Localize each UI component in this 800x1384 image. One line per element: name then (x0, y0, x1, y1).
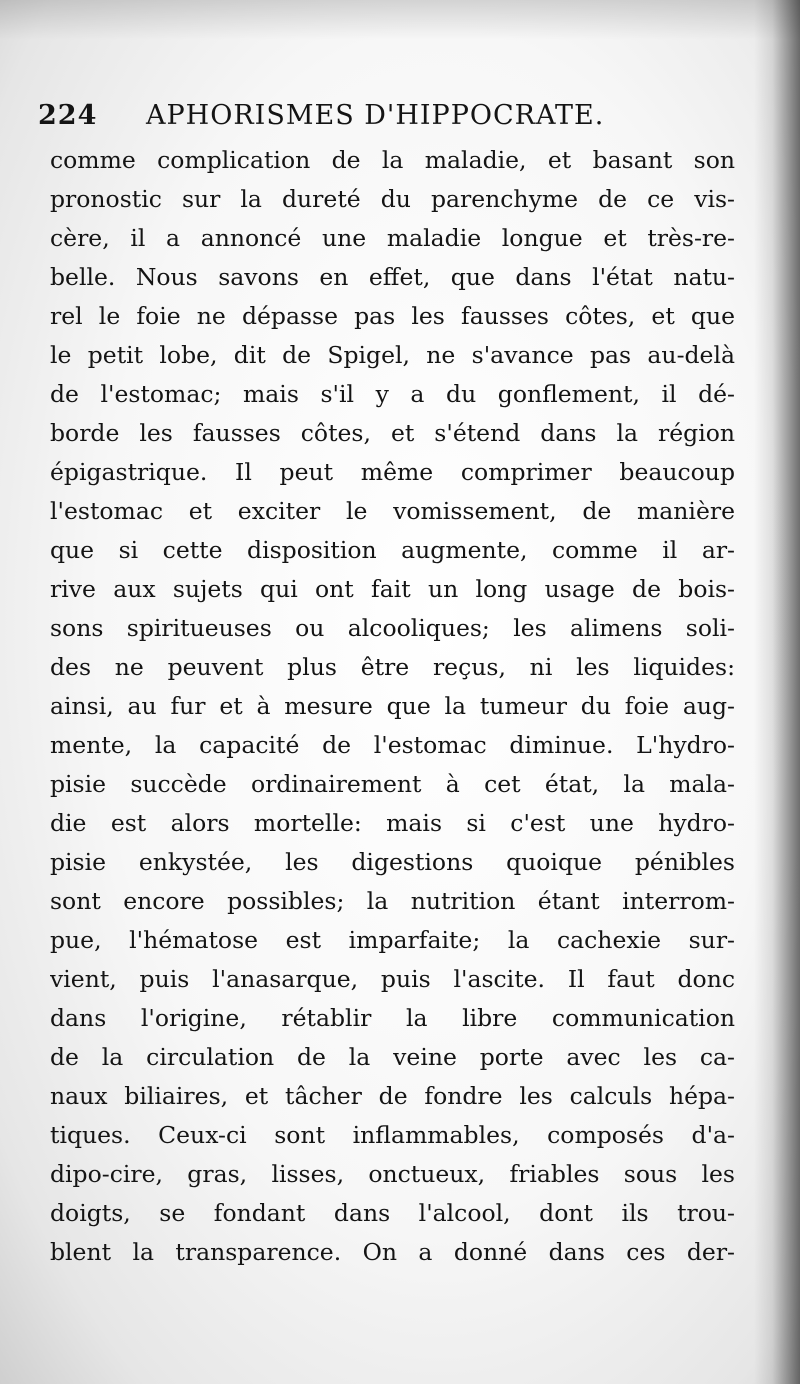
text-line: cère, il a annoncé une maladie longue et très-re- (50, 224, 735, 252)
text-line: des ne peuvent plus être reçus, ni les liquides: (50, 653, 735, 681)
text-line: blent la transparence. On a donné dans ces der- (50, 1238, 735, 1266)
page-top-shadow (0, 0, 800, 40)
text-line: épigastrique. Il peut même comprimer beaucoup (50, 458, 735, 486)
text-line: rive aux sujets qui ont fait un long usage de bois- (50, 575, 735, 603)
text-line: dans l'origine, rétablir la libre communication (50, 1004, 735, 1032)
text-line: de l'estomac; mais s'il y a du gonflement, il dé- (50, 380, 735, 408)
page-number: 224 (38, 100, 98, 131)
text-line: ainsi, au fur et à mesure que la tumeur du foie aug- (50, 692, 735, 720)
text-line: doigts, se fondant dans l'alcool, dont ils trou- (50, 1199, 735, 1227)
text-line: dipo-cire, gras, lisses, onctueux, friables sous les (50, 1160, 735, 1188)
text-line: sons spiritueuses ou alcooliques; les alimens soli- (50, 614, 735, 642)
text-line: belle. Nous savons en effet, que dans l'état natu- (50, 263, 735, 291)
text-line: borde les fausses côtes, et s'étend dans la région (50, 419, 735, 447)
text-line: sont encore possibles; la nutrition étant interrom- (50, 887, 735, 915)
text-line: le petit lobe, dit de Spigel, ne s'avance pas au-delà (50, 341, 735, 369)
text-line: mente, la capacité de l'estomac diminue. L'hydro- (50, 731, 735, 759)
text-line: tiques. Ceux-ci sont inflammables, composés d'a- (50, 1121, 735, 1149)
text-line: que si cette disposition augmente, comme il ar- (50, 536, 735, 564)
page-gutter-shadow (754, 0, 800, 1384)
text-line: pronostic sur la dureté du parenchyme de ce vis- (50, 185, 735, 213)
body-text (50, 141, 735, 1272)
text-line: pue, l'hématose est imparfaite; la cachexie sur- (50, 926, 735, 954)
text-line: pisie enkystée, les digestions quoique pénibles (50, 848, 735, 876)
text-line: comme complication de la maladie, et basant son (50, 146, 735, 174)
text-line: naux biliaires, et tâcher de fondre les calculs hépa- (50, 1082, 735, 1110)
text-line: die est alors mortelle: mais si c'est une hydro- (50, 809, 735, 837)
running-title: APHORISMES D'HIPPOCRATE. (146, 100, 605, 131)
text-line: rel le foie ne dépasse pas les fausses côtes, et que (50, 302, 735, 330)
text-line: vient, puis l'anasarque, puis l'ascite. Il faut donc (50, 965, 735, 993)
page-header (38, 96, 738, 136)
text-line: pisie succède ordinairement à cet état, la mala- (50, 770, 735, 798)
text-line: de la circulation de la veine porte avec les ca- (50, 1043, 735, 1071)
text-line: l'estomac et exciter le vomissement, de manière (50, 497, 735, 525)
